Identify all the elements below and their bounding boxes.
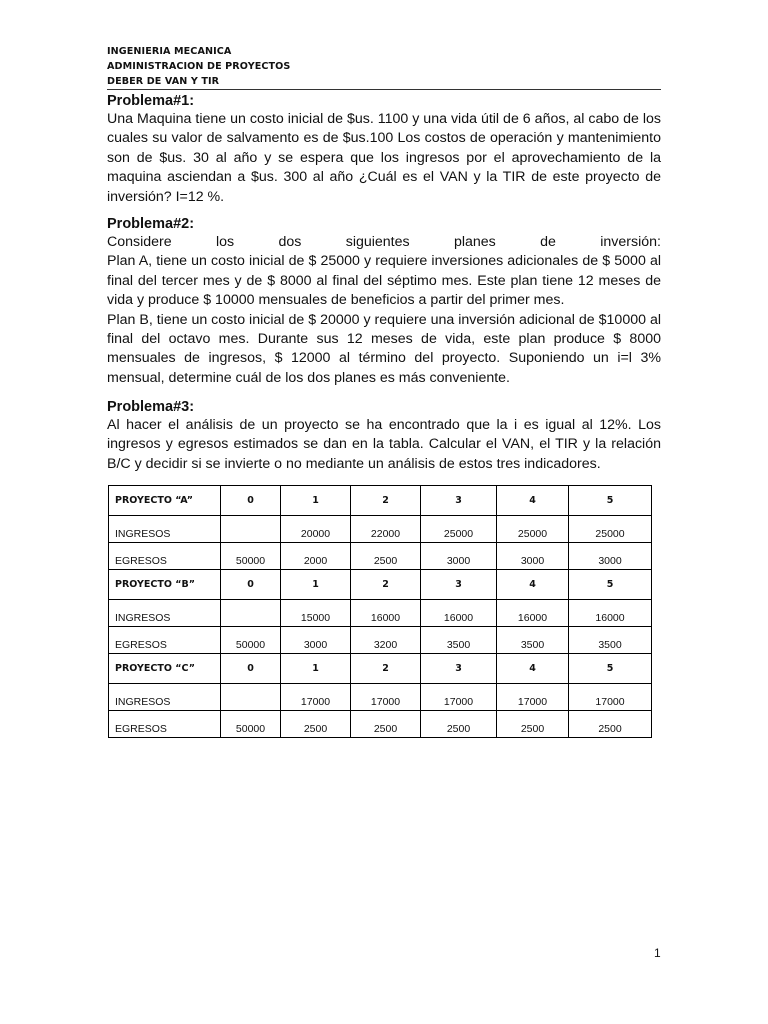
value-cell: 50000 [221,627,281,654]
problem-3-title: Problema#3: [107,399,195,415]
value-cell: 17000 [497,684,569,711]
intro-word: planes [453,234,496,250]
value-cell: 50000 [221,711,281,738]
table-row-project-a-header [109,486,652,516]
project-name-cell: PROYECTO “C” [109,654,221,684]
problem-2 [107,215,661,388]
table-row-project-a-egresos [109,543,652,570]
period-cell: 3 [421,486,497,516]
table-row-project-c-header [109,654,652,684]
intro-word: siguientes [345,234,410,250]
problem-3-body [107,416,661,474]
value-cell: 3500 [569,627,652,654]
table-row-project-a-ingresos [109,516,652,543]
period-cell: 1 [281,570,351,600]
value-cell: 2000 [281,543,351,570]
row-label-cell: EGRESOS [109,543,221,570]
row-label-cell: INGRESOS [109,600,221,627]
period-cell: 2 [351,486,421,516]
intro-word: de [540,234,556,250]
value-cell: 17000 [569,684,652,711]
value-cell: 16000 [351,600,421,627]
period-cell: 1 [281,654,351,684]
problem-2-intro [107,233,661,252]
value-cell: 25000 [569,516,652,543]
intro-word: los [216,234,235,250]
problem-2-title: Problema#2: [107,216,195,232]
value-cell [221,516,281,543]
intro-word: inversión: [600,234,661,250]
projects-table [108,485,652,738]
value-cell: 2500 [351,711,421,738]
value-cell: 2500 [281,711,351,738]
value-cell: 25000 [421,516,497,543]
value-cell: 3500 [497,627,569,654]
row-label-cell: INGRESOS [109,516,221,543]
row-label-cell: EGRESOS [109,627,221,654]
intro-word: dos [278,234,302,250]
header-line-course: ADMINISTRACION DE PROYECTOS [107,61,291,72]
header-divider [107,89,661,90]
problem-1 [107,92,661,207]
period-cell: 2 [351,654,421,684]
problem-1-title: Problema#1: [107,93,195,109]
value-cell: 16000 [569,600,652,627]
problem-3-text: Al hacer el análisis de un proyecto se ha encontrado que la i es igual al 12%. Los ingresos y egresos estimados se dan en la tabla. Calcular el VAN, el TIR y la relación B/C y decidir si se invierte o no mediante un análisis de estos tres indicadores. [107,417,661,472]
problem-1-body [107,110,661,207]
row-label-cell: EGRESOS [109,711,221,738]
period-cell: 4 [497,570,569,600]
table-row-project-b-header [109,570,652,600]
period-cell: 5 [569,570,652,600]
problem-2-body [107,233,661,388]
intro-word: Considere [107,234,172,250]
value-cell: 20000 [281,516,351,543]
problem-2-plan-a: Plan A, tiene un costo inicial de $ 25000 y requiere inversiones adicionales de $ 5000 al final del tercer mes y de $ 8000 al final del séptimo mes. Este plan tiene 12 meses de vida y produce $ 10000 mensuales de beneficios a partir del primer mes. [107,253,661,309]
problem-2-plan-b: Plan B, tiene un costo inicial de $ 20000 y requiere una inversión adicional de $10000 al final del octavo mes. Durante sus 12 meses de vida, este plan produce $ 8000 mensuales de ingresos, $ 12000 al término del proyecto. Suponiendo un i=l 3% mensual, determine cuál de los dos planes es más conveniente. [107,311,661,386]
value-cell: 2500 [569,711,652,738]
value-cell: 3000 [281,627,351,654]
value-cell: 16000 [421,600,497,627]
value-cell: 3000 [421,543,497,570]
period-cell: 4 [497,486,569,516]
period-cell: 5 [569,654,652,684]
period-cell: 0 [221,570,281,600]
value-cell: 15000 [281,600,351,627]
document-header [107,44,661,89]
problem-3 [107,398,661,474]
project-name-cell: PROYECTO “A” [109,486,221,516]
period-cell: 3 [421,654,497,684]
table-row-project-c-ingresos [109,684,652,711]
value-cell [221,684,281,711]
period-cell: 2 [351,570,421,600]
value-cell: 3000 [569,543,652,570]
table-row-project-c-egresos [109,711,652,738]
period-cell: 5 [569,486,652,516]
value-cell: 22000 [351,516,421,543]
table-row-project-b-egresos [109,627,652,654]
value-cell: 3500 [421,627,497,654]
value-cell: 25000 [497,516,569,543]
value-cell: 16000 [497,600,569,627]
table-row-project-b-ingresos [109,600,652,627]
period-cell: 1 [281,486,351,516]
value-cell [221,600,281,627]
value-cell: 2500 [351,543,421,570]
value-cell: 2500 [497,711,569,738]
value-cell: 3200 [351,627,421,654]
period-cell: 0 [221,654,281,684]
row-label-cell: INGRESOS [109,684,221,711]
value-cell: 17000 [351,684,421,711]
value-cell: 17000 [281,684,351,711]
value-cell: 17000 [421,684,497,711]
value-cell: 2500 [421,711,497,738]
page-number: 1 [654,946,661,960]
period-cell: 3 [421,570,497,600]
project-name-cell: PROYECTO “B” [109,570,221,600]
header-line-career: INGENIERIA MECANICA [107,46,232,57]
value-cell: 3000 [497,543,569,570]
period-cell: 0 [221,486,281,516]
period-cell: 4 [497,654,569,684]
header-line-assignment: DEBER DE VAN Y TIR [107,76,220,87]
problem-1-text: Una Maquina tiene un costo inicial de $us. 1100 y una vida útil de 6 años, al cabo de los cuales su valor de salvamento es de $us.100 Los costos de operación y mantenimiento son de $us. 30 al año y se espera que los ingresos por el aprovechamiento de la maquina asciendan a $us. 300 al año ¿Cuál es el VAN y la TIR de este proyecto de inversión? I=12 %. [107,111,661,205]
value-cell: 50000 [221,543,281,570]
